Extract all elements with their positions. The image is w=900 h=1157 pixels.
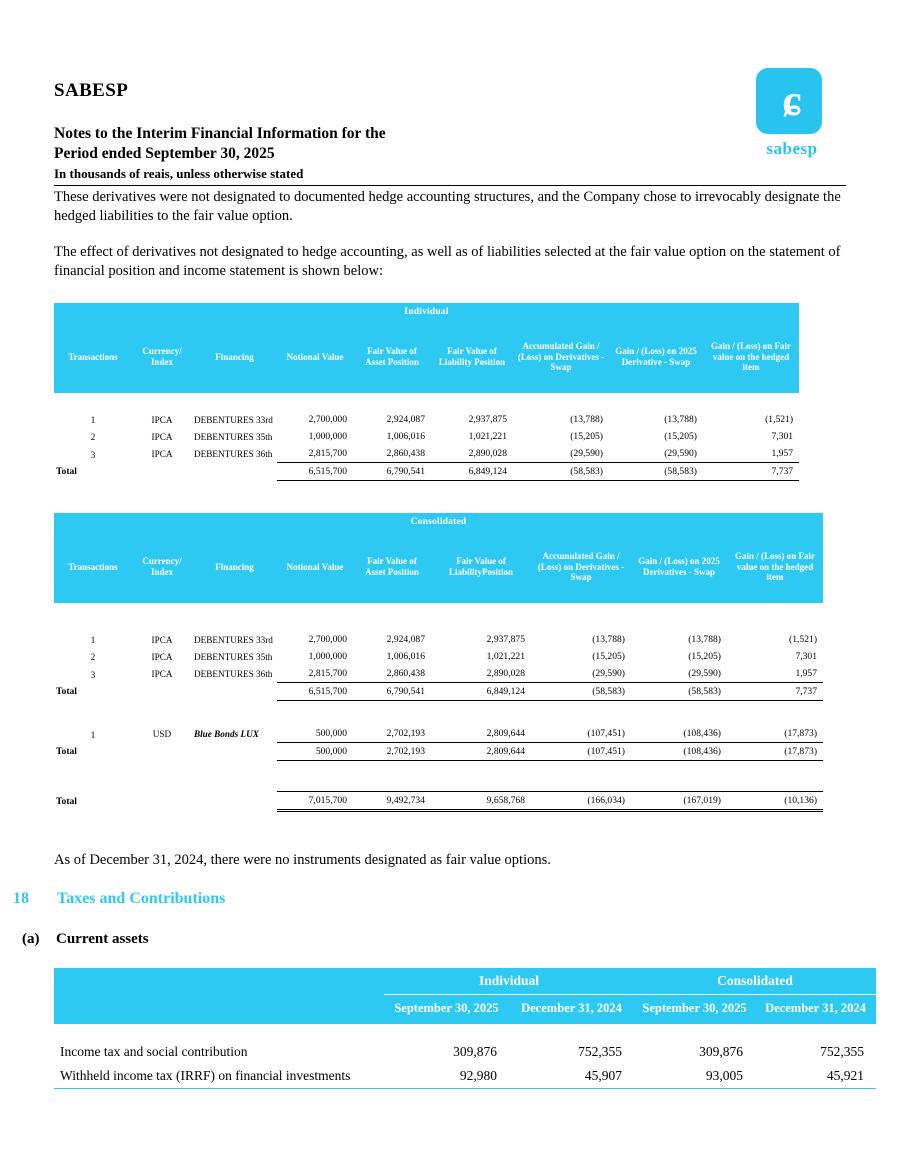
- table-row: [54, 1064, 876, 1089]
- subsection-heading: [22, 931, 149, 948]
- table-individual: [54, 303, 799, 481]
- total-notional: 6,515,700: [277, 463, 353, 481]
- row-notional: 500,000: [315, 728, 347, 739]
- paragraph-effect-note: The effect of derivatives not designated to hedge accounting, as well as of liabilities selected at the fair value option on the statement of financial position and income statement is shown below:: [54, 244, 841, 280]
- col-accumulated-gain: Accumulated Gain / (Loss) on Derivatives - Swap: [531, 531, 631, 603]
- row-index: 1: [90, 635, 96, 645]
- tax-col-blank: [54, 995, 384, 1025]
- row-currency: USD: [152, 728, 172, 739]
- col-currency-index: Currency/ Index: [132, 321, 192, 393]
- subsection-letter: (a): [22, 931, 40, 947]
- row-notional: 2,700,000: [308, 634, 347, 645]
- col-gain-2025: Gain / (Loss) on 2025 Derivatives - Swap: [631, 531, 727, 603]
- total-notional: 6,515,700: [277, 683, 353, 701]
- table-band-consolidated: Consolidated: [54, 513, 823, 531]
- table-spacer: [54, 603, 823, 631]
- grand-total-gain-fv: (10,136): [727, 792, 823, 811]
- paragraph-no-instruments: As of December 31, 2024, there were no instruments designated as fair value options.: [54, 852, 551, 868]
- row-gain-fv: (1,521): [765, 414, 794, 425]
- section-heading: [13, 890, 843, 908]
- row-gain-2025: (29,590): [664, 448, 697, 459]
- tax-bottom-rule: [54, 1089, 876, 1096]
- row-accumulated: (13,788): [570, 414, 603, 425]
- table-current-assets: [54, 968, 876, 1095]
- col-gain-2025: Gain / (Loss) on 2025 Derivative - Swap: [609, 321, 703, 393]
- table-spacer: [54, 701, 823, 726]
- tax-row-con-dec: 45,921: [826, 1068, 865, 1083]
- header-divider: [54, 185, 846, 186]
- row-gain-2025: (108,436): [683, 728, 721, 739]
- row-currency: IPCA: [151, 414, 173, 425]
- logo-wordmark: sabesp: [766, 139, 818, 158]
- tax-row-con-dec: 752,355: [820, 1044, 865, 1059]
- row-gain-2025: (15,205): [688, 651, 721, 662]
- row-fv-asset: 2,924,087: [386, 414, 425, 425]
- document-title-line2: Period ended September 30, 2025: [54, 144, 275, 162]
- logo-glyph: ɕ: [782, 76, 796, 125]
- total-fv-liability: 2,809,644: [431, 743, 531, 761]
- table-total-row: [54, 463, 799, 481]
- document-header: [54, 80, 846, 182]
- total-accumulated: (58,583): [531, 683, 631, 701]
- table-band-row: [54, 303, 799, 321]
- row-financing: DEBENTURES 36th: [194, 448, 273, 459]
- row-financing: DEBENTURES 35th: [194, 431, 273, 442]
- sabesp-logo: [752, 68, 844, 168]
- row-notional: 2,815,700: [308, 668, 347, 679]
- row-fv-liability: 1,021,221: [486, 651, 525, 662]
- table-header-row: [54, 321, 799, 393]
- col-fv-liability: Fair Value of Liability Position: [431, 321, 513, 393]
- row-accumulated: (15,205): [592, 651, 625, 662]
- row-gain-2025: (13,788): [688, 634, 721, 645]
- total-gain-fv: 7,737: [727, 683, 823, 701]
- document-subtitle: In thousands of reais, unless otherwise stated: [54, 165, 304, 181]
- col-notional-value: Notional Value: [277, 321, 353, 393]
- col-fv-liability: Fair Value of LiabilityPosition: [431, 531, 531, 603]
- table-row: [54, 665, 823, 683]
- row-fv-liability: 2,890,028: [486, 668, 525, 679]
- tax-group-blank: [54, 968, 384, 995]
- total-notional: 500,000: [277, 743, 353, 761]
- col-financing: Financing: [192, 531, 277, 603]
- row-currency: IPCA: [151, 431, 173, 442]
- row-gain-2025: (15,205): [664, 431, 697, 442]
- subsection-title: Current assets: [56, 931, 149, 947]
- tax-row-ind-sep: 92,980: [459, 1068, 497, 1083]
- col-accumulated-gain: Accumulated Gain / (Loss) on Derivatives - Swap: [513, 321, 609, 393]
- table-row: [54, 648, 823, 665]
- total-gain-fv: (17,873): [727, 743, 823, 761]
- tax-row-label: Withheld income tax (IRRF) on financial investments: [60, 1068, 351, 1083]
- total-gain-2025: (58,583): [609, 463, 703, 481]
- company-name: SABESP: [54, 80, 129, 101]
- row-currency: IPCA: [151, 668, 173, 679]
- table-row: [54, 631, 823, 648]
- tax-group-individual: Individual: [384, 968, 634, 995]
- tax-row-con-sep: 309,876: [699, 1044, 744, 1059]
- total-label: Total: [56, 746, 77, 757]
- row-gain-fv: 7,301: [771, 431, 794, 442]
- tax-row-ind-dec: 752,355: [578, 1044, 623, 1059]
- table-band-individual: Individual: [54, 303, 799, 321]
- row-gain-2025: (13,788): [664, 414, 697, 425]
- row-financing: DEBENTURES 33rd: [194, 634, 273, 645]
- row-financing: DEBENTURES 33rd: [194, 414, 273, 425]
- row-fv-asset: 2,860,438: [386, 668, 425, 679]
- total-accumulated: (58,583): [513, 463, 609, 481]
- row-fv-liability: 1,021,221: [468, 431, 507, 442]
- grand-total-accumulated: (166,034): [531, 792, 631, 811]
- row-gain-fv: (17,873): [784, 728, 818, 739]
- table-consolidated: [54, 513, 823, 812]
- tax-col-ind-sep: September 30, 2025: [384, 995, 509, 1025]
- total-gain-2025: (58,583): [631, 683, 727, 701]
- table-grand-total-row: [54, 792, 823, 811]
- col-fv-asset: Fair Value of Asset Position: [353, 321, 431, 393]
- tax-column-header-row: [54, 995, 876, 1025]
- total-label: Total: [56, 466, 77, 477]
- tax-row-label: Income tax and social contribution: [60, 1044, 248, 1059]
- table-row: [54, 1040, 876, 1064]
- row-gain-fv: 1,957: [795, 668, 818, 679]
- row-notional: 1,000,000: [308, 651, 347, 662]
- col-gain-fair-value: Gain / (Loss) on Fair value on the hedged item: [727, 531, 823, 603]
- total-label: Total: [56, 686, 77, 697]
- total-gain-2025: (108,436): [631, 743, 727, 761]
- tax-col-con-sep: September 30, 2025: [634, 995, 755, 1025]
- grand-total-fv-asset: 9,492,734: [353, 792, 431, 811]
- total-fv-liability: 6,849,124: [431, 683, 531, 701]
- table-spacer: [54, 761, 823, 792]
- row-index: 1: [90, 415, 96, 425]
- paragraph-derivatives-note: These derivatives were not designated to documented hedge accounting structures, and the Company chose to irrevocably designate the hedged liabilities to the fair value option.: [54, 189, 841, 225]
- table-spacer: [54, 1024, 876, 1040]
- row-gain-2025: (29,590): [688, 668, 721, 679]
- table-band-row: [54, 513, 823, 531]
- row-fv-liability: 2,809,644: [486, 728, 525, 739]
- tax-row-ind-sep: 309,876: [453, 1044, 497, 1059]
- document-title-line1: Notes to the Interim Financial Information for the: [54, 125, 386, 142]
- row-accumulated: (107,451): [587, 728, 625, 739]
- table-row: [54, 445, 799, 463]
- row-notional: 2,700,000: [308, 414, 347, 425]
- row-currency: IPCA: [151, 651, 173, 662]
- col-notional-value: Notional Value: [277, 531, 353, 603]
- row-accumulated: (15,205): [570, 431, 603, 442]
- grand-total-fv-liability: 9,658,768: [431, 792, 531, 811]
- col-currency-index: Currency/ Index: [132, 531, 192, 603]
- col-financing: Financing: [192, 321, 277, 393]
- table-spacer: [54, 393, 799, 411]
- row-index: 2: [90, 652, 96, 662]
- total-accumulated: (107,451): [531, 743, 631, 761]
- table-row: [54, 428, 799, 445]
- row-financing: DEBENTURES 35th: [194, 651, 273, 662]
- row-index: 3: [90, 449, 96, 460]
- tax-col-con-dec: December 31, 2024: [755, 995, 876, 1025]
- tax-row-ind-dec: 45,907: [584, 1068, 623, 1083]
- table-header-row: [54, 531, 823, 603]
- row-fv-liability: 2,937,875: [468, 414, 507, 425]
- row-accumulated: (29,590): [570, 448, 603, 459]
- grand-total-notional: 7,015,700: [277, 792, 353, 811]
- section-title: Taxes and Contributions: [57, 890, 226, 907]
- row-accumulated: (29,590): [592, 668, 625, 679]
- col-transactions: Transactions: [54, 321, 132, 393]
- row-index: 1: [90, 729, 96, 740]
- row-currency: IPCA: [151, 634, 173, 645]
- row-fv-asset: 2,860,438: [386, 448, 425, 459]
- row-notional: 1,000,000: [308, 431, 347, 442]
- row-gain-fv: (1,521): [789, 634, 818, 645]
- row-currency: IPCA: [151, 448, 173, 459]
- tax-group-header-row: [54, 968, 876, 995]
- col-gain-fair-value: Gain / (Loss) on Fair value on the hedged item: [703, 321, 799, 393]
- table-row: [54, 411, 799, 428]
- row-index: 2: [90, 432, 96, 442]
- total-gain-fv: 7,737: [703, 463, 799, 481]
- total-fv-liability: 6,849,124: [431, 463, 513, 481]
- logo-mark-icon: [756, 68, 822, 134]
- table-total-row: [54, 743, 823, 761]
- total-fv-asset: 6,790,541: [353, 683, 431, 701]
- col-transactions: Transactions: [54, 531, 132, 603]
- row-fv-asset: 1,006,016: [386, 431, 425, 442]
- row-fv-liability: 2,937,875: [486, 634, 525, 645]
- table-row: [54, 725, 823, 743]
- row-gain-fv: 7,301: [795, 651, 818, 662]
- grand-total-label: Total: [56, 795, 77, 807]
- row-index: 3: [90, 669, 96, 680]
- col-fv-asset: Fair Value of Asset Position: [353, 531, 431, 603]
- row-fv-liability: 2,890,028: [468, 448, 507, 459]
- section-number: 18: [13, 890, 29, 907]
- table-total-row: [54, 683, 823, 701]
- row-fv-asset: 2,924,087: [386, 634, 425, 645]
- row-accumulated: (13,788): [592, 634, 625, 645]
- tax-row-con-sep: 93,005: [705, 1068, 744, 1083]
- row-notional: 2,815,700: [308, 448, 347, 459]
- row-fv-asset: 1,006,016: [386, 651, 425, 662]
- tax-col-ind-dec: December 31, 2024: [509, 995, 634, 1025]
- row-gain-fv: 1,957: [771, 448, 794, 459]
- grand-total-gain-2025: (167,019): [631, 792, 727, 811]
- total-fv-asset: 2,702,193: [353, 743, 431, 761]
- tax-group-consolidated: Consolidated: [634, 968, 876, 995]
- row-financing: DEBENTURES 36th: [194, 668, 273, 679]
- row-financing: Blue Bonds LUX: [194, 728, 259, 739]
- row-fv-asset: 2,702,193: [386, 728, 425, 739]
- total-fv-asset: 6,790,541: [353, 463, 431, 481]
